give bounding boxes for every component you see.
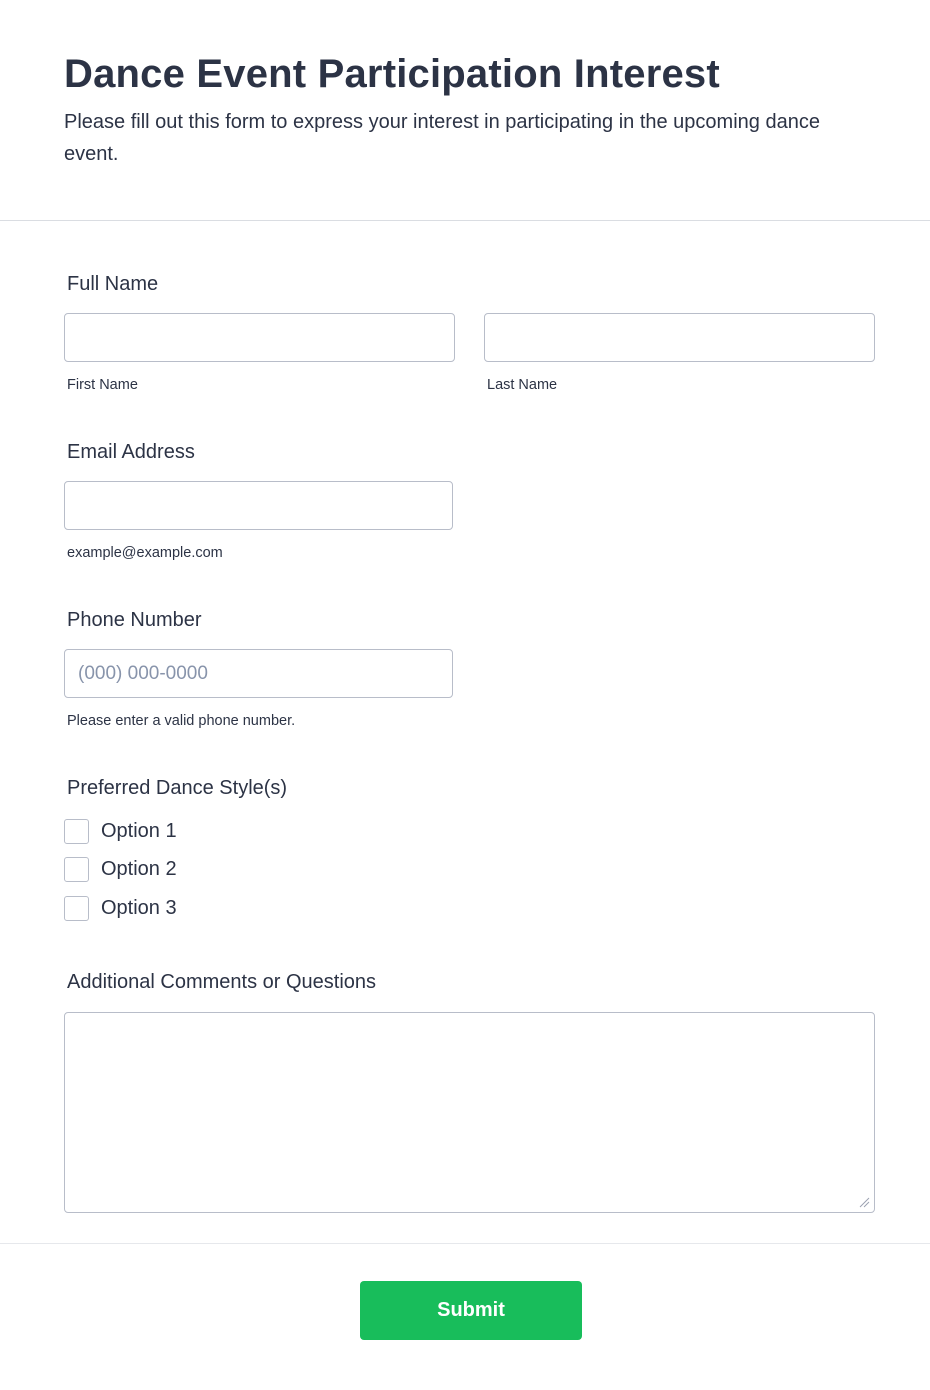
dance-style-option-2[interactable] [64,856,177,882]
form-title: Dance Event Participation Interest [64,52,720,96]
option-2-checkbox[interactable] [64,857,89,882]
form-header [0,0,930,221]
last-name-sublabel: Last Name [487,377,558,393]
option-1-checkbox[interactable] [64,819,89,844]
submit-button[interactable]: Submit [360,1281,582,1340]
first-name-sublabel: First Name [67,377,138,393]
first-name-input[interactable] [64,313,455,362]
form-subtitle: Please fill out this form to express your interest in participating in the upcoming dance event. [64,111,820,165]
dance-style-option-3[interactable] [64,895,177,921]
option-2-label[interactable]: Option 2 [101,857,177,880]
email-label: Email Address [67,441,195,463]
footer-divider [0,1243,930,1244]
dance-style-label: Preferred Dance Style(s) [67,777,288,799]
last-name-input[interactable] [484,313,875,362]
email-input[interactable] [64,481,453,530]
resize-handle-icon[interactable] [858,1196,870,1208]
full-name-label: Full Name [67,273,159,295]
email-sublabel: example@example.com [67,545,223,561]
phone-label: Phone Number [67,609,202,631]
comments-textarea[interactable] [64,1012,875,1213]
option-3-label[interactable]: Option 3 [101,896,177,919]
comments-label: Additional Comments or Questions [67,971,377,993]
phone-sublabel: Please enter a valid phone number. [67,713,296,729]
dance-style-option-1[interactable] [64,818,177,844]
option-1-label[interactable]: Option 1 [101,819,177,842]
phone-input[interactable] [64,649,453,698]
option-3-checkbox[interactable] [64,896,89,921]
